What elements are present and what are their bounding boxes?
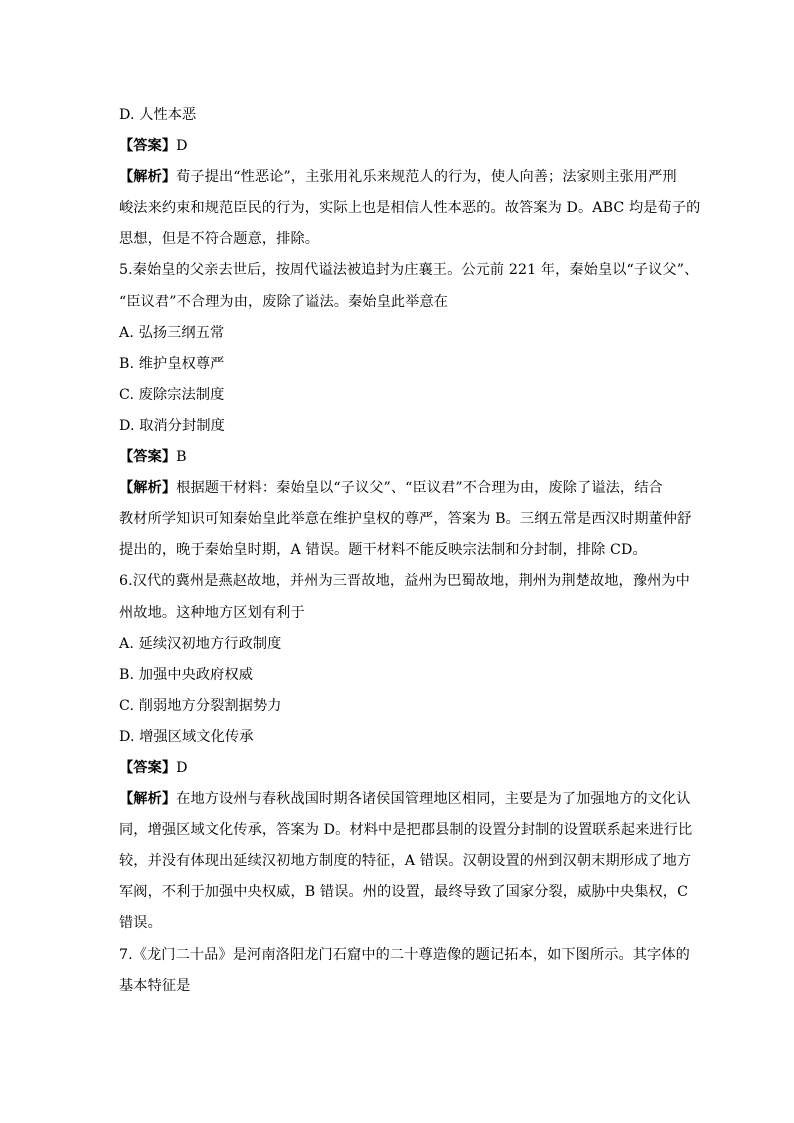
- q6-option-c: C. 削弱地方分裂割据势力: [119, 697, 282, 714]
- q5-option-b: B. 维护皇权尊严: [119, 355, 225, 372]
- answer-value: B: [176, 449, 187, 466]
- analysis-label: 【解析】: [119, 480, 177, 497]
- q6-analysis-line-5: 错误。: [119, 915, 162, 932]
- analysis-text: 荀子提出“性恶论”，主张用礼乐来规范人的行为，使人向善；法家则主张用严刑: [176, 169, 677, 186]
- q6-option-a: A. 延续汉初地方行政制度: [119, 635, 282, 652]
- q6-stem-line-1: 6.汉代的冀州是燕赵故地，并州为三晋故地，益州为巴蜀故地，荆州为荆楚故地，豫州为中: [119, 573, 690, 590]
- q6-stem-line-2: 州故地。这种地方区划有利于: [119, 604, 305, 621]
- q5-stem-line-2: “臣议君”不合理为由，废除了谥法。秦始皇此举意在: [119, 293, 449, 310]
- analysis-label: 【解析】: [119, 791, 177, 808]
- answer-label: 【答案】: [119, 449, 177, 466]
- q4-answer: [119, 131, 679, 162]
- q4-analysis-line-1: [119, 162, 679, 193]
- q5-option-c: C. 废除宗法制度: [119, 386, 225, 403]
- q5-analysis-line-2: 教材所学知识可知秦始皇此举意在维护皇权的尊严，答案为 B。三纲五常是西汉时期董仲舒: [119, 511, 692, 528]
- q5-answer: [119, 442, 679, 473]
- q6-analysis-line-3: 较，并没有体现出延续汉初地方制度的特征，A 错误。汉朝设置的州到汉朝末期形成了地方: [119, 853, 692, 870]
- answer-value: D: [176, 759, 188, 776]
- q6-analysis-line-2: 同，增强区域文化传承，答案为 D。材料中是把郡县制的设置分封制的设置联系起来进行比: [119, 822, 693, 839]
- q6-option-b: B. 加强中央政府权威: [119, 666, 254, 683]
- analysis-label: 【解析】: [119, 169, 177, 186]
- q4-analysis-line-3: 思想，但是不符合题意，排除。: [119, 231, 320, 248]
- q5-analysis-line-1: [119, 473, 679, 504]
- answer-label: 【答案】: [119, 759, 177, 776]
- analysis-text: 在地方设州与春秋战国时期各诸侯国管理地区相同，主要是为了加强地方的文化认: [176, 791, 691, 808]
- q6-option-d: D. 增强区域文化传承: [119, 728, 254, 745]
- q6-analysis-line-4: 军阀，不利于加强中央权威，B 错误。州的设置，最终导致了国家分裂，威胁中央集权，C: [119, 884, 689, 901]
- answer-value: D: [176, 138, 188, 155]
- document-page: [119, 100, 701, 1002]
- q5-option-a: A. 弘扬三纲五常: [119, 324, 225, 341]
- answer-label: 【答案】: [119, 138, 177, 155]
- q5-stem-line-1: 5.秦始皇的父亲去世后，按周代谥法被追封为庄襄王。公元前 221 年，秦始皇以“子议父”、: [119, 262, 699, 279]
- analysis-text: 根据题干材料：秦始皇以“子议父”、“臣议君”不合理为由，废除了谥法，结合: [176, 480, 663, 497]
- q7-stem-line-1: 7.《龙门二十品》是河南洛阳龙门石窟中的二十尊造像的题记拓本，如下图所示。其字体的: [119, 946, 690, 963]
- q6-analysis-line-1: [119, 784, 691, 815]
- q6-answer: [119, 753, 679, 784]
- q5-option-d: D. 取消分封制度: [119, 417, 225, 434]
- q4-analysis-line-2: 峻法来约束和规范臣民的行为，实际上也是相信人性本恶的。故答案为 D。ABC 均是荀子的: [119, 200, 701, 217]
- q7-stem-line-2: 基本特征是: [119, 977, 191, 994]
- q5-analysis-line-3: 提出的，晚于秦始皇时期，A 错误。题干材料不能反映宗法制和分封制，排除 CD。: [119, 542, 647, 559]
- q4-option-d: D. 人性本恶: [119, 107, 197, 123]
